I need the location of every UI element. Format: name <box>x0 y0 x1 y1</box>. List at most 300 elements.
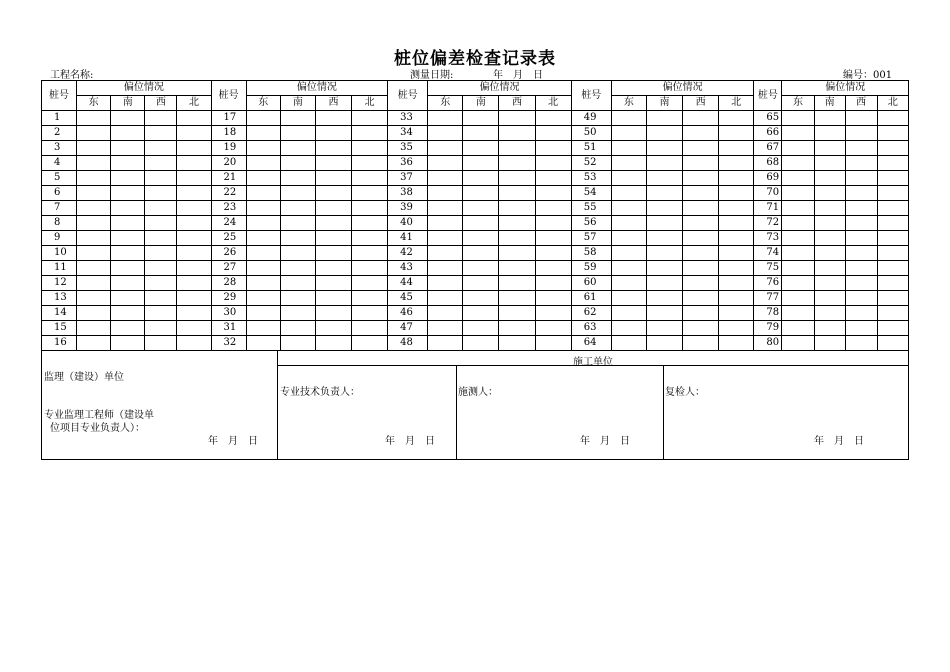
deviation-cell[interactable] <box>145 141 177 156</box>
deviation-cell[interactable] <box>111 291 145 306</box>
deviation-cell[interactable] <box>782 216 814 231</box>
deviation-cell[interactable] <box>145 201 177 216</box>
deviation-cell[interactable] <box>814 261 845 276</box>
deviation-cell[interactable] <box>683 216 719 231</box>
deviation-cell[interactable] <box>845 261 877 276</box>
deviation-cell[interactable] <box>280 321 315 336</box>
deviation-cell[interactable] <box>77 336 111 351</box>
deviation-cell[interactable] <box>877 111 908 126</box>
deviation-cell[interactable] <box>877 156 908 171</box>
deviation-cell[interactable] <box>845 201 877 216</box>
deviation-cell[interactable] <box>646 306 682 321</box>
deviation-cell[interactable] <box>535 111 571 126</box>
deviation-cell[interactable] <box>845 216 877 231</box>
deviation-cell[interactable] <box>111 186 145 201</box>
deviation-cell[interactable] <box>719 246 754 261</box>
deviation-cell[interactable] <box>814 291 845 306</box>
deviation-cell[interactable] <box>683 186 719 201</box>
deviation-cell[interactable] <box>145 261 177 276</box>
deviation-cell[interactable] <box>782 201 814 216</box>
deviation-cell[interactable] <box>315 321 351 336</box>
deviation-cell[interactable] <box>782 126 814 141</box>
deviation-cell[interactable] <box>877 261 908 276</box>
deviation-cell[interactable] <box>782 291 814 306</box>
deviation-cell[interactable] <box>814 336 845 351</box>
deviation-cell[interactable] <box>280 306 315 321</box>
deviation-cell[interactable] <box>719 261 754 276</box>
deviation-cell[interactable] <box>77 231 111 246</box>
deviation-cell[interactable] <box>246 276 280 291</box>
deviation-cell[interactable] <box>814 306 845 321</box>
deviation-cell[interactable] <box>499 246 535 261</box>
deviation-cell[interactable] <box>782 246 814 261</box>
deviation-cell[interactable] <box>611 246 646 261</box>
deviation-cell[interactable] <box>499 156 535 171</box>
deviation-cell[interactable] <box>352 261 388 276</box>
deviation-cell[interactable] <box>280 261 315 276</box>
deviation-cell[interactable] <box>177 141 211 156</box>
deviation-cell[interactable] <box>535 306 571 321</box>
deviation-cell[interactable] <box>463 306 499 321</box>
deviation-cell[interactable] <box>877 201 908 216</box>
deviation-cell[interactable] <box>611 306 646 321</box>
deviation-cell[interactable] <box>646 231 682 246</box>
deviation-cell[interactable] <box>611 126 646 141</box>
deviation-cell[interactable] <box>845 111 877 126</box>
deviation-cell[interactable] <box>111 261 145 276</box>
deviation-cell[interactable] <box>352 321 388 336</box>
deviation-cell[interactable] <box>782 321 814 336</box>
deviation-cell[interactable] <box>845 321 877 336</box>
deviation-cell[interactable] <box>463 141 499 156</box>
deviation-cell[interactable] <box>877 126 908 141</box>
deviation-cell[interactable] <box>814 156 845 171</box>
deviation-cell[interactable] <box>611 216 646 231</box>
deviation-cell[interactable] <box>845 156 877 171</box>
deviation-cell[interactable] <box>845 336 877 351</box>
deviation-cell[interactable] <box>719 186 754 201</box>
deviation-cell[interactable] <box>246 231 280 246</box>
deviation-cell[interactable] <box>280 141 315 156</box>
deviation-cell[interactable] <box>719 321 754 336</box>
deviation-cell[interactable] <box>877 291 908 306</box>
deviation-cell[interactable] <box>246 201 280 216</box>
deviation-cell[interactable] <box>177 201 211 216</box>
deviation-cell[interactable] <box>77 276 111 291</box>
deviation-cell[interactable] <box>177 111 211 126</box>
deviation-cell[interactable] <box>611 156 646 171</box>
deviation-cell[interactable] <box>77 186 111 201</box>
deviation-cell[interactable] <box>177 156 211 171</box>
deviation-cell[interactable] <box>877 246 908 261</box>
deviation-cell[interactable] <box>246 216 280 231</box>
deviation-cell[interactable] <box>683 246 719 261</box>
deviation-cell[interactable] <box>499 171 535 186</box>
deviation-cell[interactable] <box>646 336 682 351</box>
deviation-cell[interactable] <box>352 201 388 216</box>
deviation-cell[interactable] <box>315 126 351 141</box>
deviation-cell[interactable] <box>463 216 499 231</box>
deviation-cell[interactable] <box>280 156 315 171</box>
deviation-cell[interactable] <box>535 321 571 336</box>
deviation-cell[interactable] <box>719 231 754 246</box>
deviation-cell[interactable] <box>463 321 499 336</box>
deviation-cell[interactable] <box>246 246 280 261</box>
deviation-cell[interactable] <box>246 261 280 276</box>
deviation-cell[interactable] <box>246 336 280 351</box>
deviation-cell[interactable] <box>782 111 814 126</box>
deviation-cell[interactable] <box>177 321 211 336</box>
deviation-cell[interactable] <box>111 216 145 231</box>
deviation-cell[interactable] <box>111 111 145 126</box>
deviation-cell[interactable] <box>352 141 388 156</box>
deviation-cell[interactable] <box>177 261 211 276</box>
deviation-cell[interactable] <box>646 201 682 216</box>
deviation-cell[interactable] <box>315 201 351 216</box>
deviation-cell[interactable] <box>463 171 499 186</box>
deviation-cell[interactable] <box>111 201 145 216</box>
deviation-cell[interactable] <box>77 306 111 321</box>
deviation-cell[interactable] <box>352 216 388 231</box>
deviation-cell[interactable] <box>463 261 499 276</box>
deviation-cell[interactable] <box>315 216 351 231</box>
deviation-cell[interactable] <box>177 336 211 351</box>
deviation-cell[interactable] <box>646 216 682 231</box>
deviation-cell[interactable] <box>246 111 280 126</box>
deviation-cell[interactable] <box>111 231 145 246</box>
deviation-cell[interactable] <box>683 201 719 216</box>
deviation-cell[interactable] <box>814 321 845 336</box>
deviation-cell[interactable] <box>683 231 719 246</box>
deviation-cell[interactable] <box>280 231 315 246</box>
deviation-cell[interactable] <box>535 171 571 186</box>
deviation-cell[interactable] <box>280 171 315 186</box>
deviation-cell[interactable] <box>111 276 145 291</box>
deviation-cell[interactable] <box>877 216 908 231</box>
deviation-cell[interactable] <box>683 276 719 291</box>
deviation-cell[interactable] <box>719 306 754 321</box>
deviation-cell[interactable] <box>280 201 315 216</box>
deviation-cell[interactable] <box>352 156 388 171</box>
deviation-cell[interactable] <box>646 111 682 126</box>
deviation-cell[interactable] <box>315 336 351 351</box>
deviation-cell[interactable] <box>145 306 177 321</box>
deviation-cell[interactable] <box>315 111 351 126</box>
deviation-cell[interactable] <box>611 171 646 186</box>
deviation-cell[interactable] <box>535 276 571 291</box>
deviation-cell[interactable] <box>499 336 535 351</box>
deviation-cell[interactable] <box>352 231 388 246</box>
deviation-cell[interactable] <box>177 306 211 321</box>
deviation-cell[interactable] <box>315 186 351 201</box>
deviation-cell[interactable] <box>782 306 814 321</box>
deviation-cell[interactable] <box>611 231 646 246</box>
deviation-cell[interactable] <box>845 276 877 291</box>
deviation-cell[interactable] <box>499 141 535 156</box>
deviation-cell[interactable] <box>814 276 845 291</box>
deviation-cell[interactable] <box>719 156 754 171</box>
deviation-cell[interactable] <box>352 291 388 306</box>
deviation-cell[interactable] <box>77 246 111 261</box>
deviation-cell[interactable] <box>111 156 145 171</box>
deviation-cell[interactable] <box>463 231 499 246</box>
deviation-cell[interactable] <box>77 261 111 276</box>
deviation-cell[interactable] <box>77 111 111 126</box>
deviation-cell[interactable] <box>280 291 315 306</box>
deviation-cell[interactable] <box>499 291 535 306</box>
deviation-cell[interactable] <box>246 306 280 321</box>
deviation-cell[interactable] <box>719 216 754 231</box>
deviation-cell[interactable] <box>611 201 646 216</box>
deviation-cell[interactable] <box>535 156 571 171</box>
deviation-cell[interactable] <box>877 171 908 186</box>
deviation-cell[interactable] <box>782 171 814 186</box>
deviation-cell[interactable] <box>77 156 111 171</box>
deviation-cell[interactable] <box>463 336 499 351</box>
deviation-cell[interactable] <box>463 201 499 216</box>
deviation-cell[interactable] <box>611 111 646 126</box>
deviation-cell[interactable] <box>463 111 499 126</box>
deviation-cell[interactable] <box>177 246 211 261</box>
deviation-cell[interactable] <box>428 201 463 216</box>
deviation-cell[interactable] <box>814 246 845 261</box>
deviation-cell[interactable] <box>499 111 535 126</box>
deviation-cell[interactable] <box>352 246 388 261</box>
deviation-cell[interactable] <box>719 126 754 141</box>
deviation-cell[interactable] <box>719 111 754 126</box>
deviation-cell[interactable] <box>845 231 877 246</box>
deviation-cell[interactable] <box>280 126 315 141</box>
deviation-cell[interactable] <box>646 186 682 201</box>
deviation-cell[interactable] <box>535 246 571 261</box>
deviation-cell[interactable] <box>782 261 814 276</box>
deviation-cell[interactable] <box>177 276 211 291</box>
deviation-cell[interactable] <box>463 276 499 291</box>
deviation-cell[interactable] <box>814 171 845 186</box>
deviation-cell[interactable] <box>145 276 177 291</box>
deviation-cell[interactable] <box>499 261 535 276</box>
deviation-cell[interactable] <box>315 171 351 186</box>
deviation-cell[interactable] <box>845 141 877 156</box>
deviation-cell[interactable] <box>280 111 315 126</box>
deviation-cell[interactable] <box>352 276 388 291</box>
deviation-cell[interactable] <box>463 291 499 306</box>
deviation-cell[interactable] <box>280 216 315 231</box>
deviation-cell[interactable] <box>145 111 177 126</box>
deviation-cell[interactable] <box>428 171 463 186</box>
deviation-cell[interactable] <box>814 216 845 231</box>
deviation-cell[interactable] <box>428 186 463 201</box>
deviation-cell[interactable] <box>111 141 145 156</box>
deviation-cell[interactable] <box>280 276 315 291</box>
deviation-cell[interactable] <box>177 231 211 246</box>
deviation-cell[interactable] <box>428 336 463 351</box>
deviation-cell[interactable] <box>782 231 814 246</box>
deviation-cell[interactable] <box>428 306 463 321</box>
deviation-cell[interactable] <box>352 336 388 351</box>
deviation-cell[interactable] <box>877 141 908 156</box>
deviation-cell[interactable] <box>782 156 814 171</box>
deviation-cell[interactable] <box>246 126 280 141</box>
deviation-cell[interactable] <box>877 276 908 291</box>
deviation-cell[interactable] <box>814 126 845 141</box>
deviation-cell[interactable] <box>315 306 351 321</box>
deviation-cell[interactable] <box>611 261 646 276</box>
deviation-cell[interactable] <box>177 171 211 186</box>
deviation-cell[interactable] <box>814 201 845 216</box>
deviation-cell[interactable] <box>315 291 351 306</box>
deviation-cell[interactable] <box>428 231 463 246</box>
deviation-cell[interactable] <box>428 321 463 336</box>
deviation-cell[interactable] <box>463 246 499 261</box>
deviation-cell[interactable] <box>611 276 646 291</box>
deviation-cell[interactable] <box>845 171 877 186</box>
deviation-cell[interactable] <box>77 141 111 156</box>
deviation-cell[interactable] <box>177 291 211 306</box>
deviation-cell[interactable] <box>352 306 388 321</box>
deviation-cell[interactable] <box>499 201 535 216</box>
deviation-cell[interactable] <box>428 246 463 261</box>
deviation-cell[interactable] <box>535 126 571 141</box>
deviation-cell[interactable] <box>535 216 571 231</box>
deviation-cell[interactable] <box>611 321 646 336</box>
deviation-cell[interactable] <box>428 141 463 156</box>
deviation-cell[interactable] <box>499 231 535 246</box>
deviation-cell[interactable] <box>246 156 280 171</box>
deviation-cell[interactable] <box>315 246 351 261</box>
deviation-cell[interactable] <box>611 186 646 201</box>
deviation-cell[interactable] <box>814 231 845 246</box>
deviation-cell[interactable] <box>719 141 754 156</box>
deviation-cell[interactable] <box>145 231 177 246</box>
deviation-cell[interactable] <box>782 336 814 351</box>
deviation-cell[interactable] <box>646 291 682 306</box>
deviation-cell[interactable] <box>428 126 463 141</box>
deviation-cell[interactable] <box>845 246 877 261</box>
deviation-cell[interactable] <box>683 291 719 306</box>
deviation-cell[interactable] <box>499 126 535 141</box>
deviation-cell[interactable] <box>77 216 111 231</box>
deviation-cell[interactable] <box>315 141 351 156</box>
deviation-cell[interactable] <box>611 141 646 156</box>
deviation-cell[interactable] <box>499 306 535 321</box>
deviation-cell[interactable] <box>280 336 315 351</box>
deviation-cell[interactable] <box>683 111 719 126</box>
deviation-cell[interactable] <box>428 156 463 171</box>
deviation-cell[interactable] <box>683 141 719 156</box>
deviation-cell[interactable] <box>77 171 111 186</box>
deviation-cell[interactable] <box>535 186 571 201</box>
deviation-cell[interactable] <box>177 186 211 201</box>
deviation-cell[interactable] <box>683 336 719 351</box>
deviation-cell[interactable] <box>499 276 535 291</box>
deviation-cell[interactable] <box>428 276 463 291</box>
deviation-cell[interactable] <box>428 216 463 231</box>
deviation-cell[interactable] <box>611 291 646 306</box>
deviation-cell[interactable] <box>683 261 719 276</box>
deviation-cell[interactable] <box>535 201 571 216</box>
deviation-cell[interactable] <box>719 336 754 351</box>
deviation-cell[interactable] <box>145 246 177 261</box>
deviation-cell[interactable] <box>145 171 177 186</box>
deviation-cell[interactable] <box>177 126 211 141</box>
deviation-cell[interactable] <box>77 201 111 216</box>
deviation-cell[interactable] <box>111 171 145 186</box>
deviation-cell[interactable] <box>535 336 571 351</box>
deviation-cell[interactable] <box>683 171 719 186</box>
deviation-cell[interactable] <box>463 186 499 201</box>
deviation-cell[interactable] <box>683 156 719 171</box>
deviation-cell[interactable] <box>719 171 754 186</box>
deviation-cell[interactable] <box>877 336 908 351</box>
deviation-cell[interactable] <box>535 231 571 246</box>
deviation-cell[interactable] <box>246 321 280 336</box>
deviation-cell[interactable] <box>246 186 280 201</box>
deviation-cell[interactable] <box>463 126 499 141</box>
deviation-cell[interactable] <box>535 141 571 156</box>
deviation-cell[interactable] <box>646 126 682 141</box>
deviation-cell[interactable] <box>111 126 145 141</box>
deviation-cell[interactable] <box>111 246 145 261</box>
deviation-cell[interactable] <box>814 141 845 156</box>
deviation-cell[interactable] <box>683 321 719 336</box>
deviation-cell[interactable] <box>535 291 571 306</box>
deviation-cell[interactable] <box>646 141 682 156</box>
deviation-cell[interactable] <box>145 336 177 351</box>
deviation-cell[interactable] <box>535 261 571 276</box>
deviation-cell[interactable] <box>877 186 908 201</box>
deviation-cell[interactable] <box>352 171 388 186</box>
deviation-cell[interactable] <box>145 156 177 171</box>
deviation-cell[interactable] <box>315 156 351 171</box>
deviation-cell[interactable] <box>877 306 908 321</box>
deviation-cell[interactable] <box>877 321 908 336</box>
deviation-cell[interactable] <box>499 186 535 201</box>
deviation-cell[interactable] <box>428 111 463 126</box>
deviation-cell[interactable] <box>77 291 111 306</box>
deviation-cell[interactable] <box>782 276 814 291</box>
deviation-cell[interactable] <box>77 321 111 336</box>
deviation-cell[interactable] <box>683 306 719 321</box>
deviation-cell[interactable] <box>646 261 682 276</box>
deviation-cell[interactable] <box>145 126 177 141</box>
deviation-cell[interactable] <box>782 186 814 201</box>
deviation-cell[interactable] <box>719 291 754 306</box>
deviation-cell[interactable] <box>145 321 177 336</box>
deviation-cell[interactable] <box>646 156 682 171</box>
deviation-cell[interactable] <box>877 231 908 246</box>
deviation-cell[interactable] <box>611 336 646 351</box>
deviation-cell[interactable] <box>315 231 351 246</box>
deviation-cell[interactable] <box>111 306 145 321</box>
deviation-cell[interactable] <box>352 111 388 126</box>
deviation-cell[interactable] <box>111 321 145 336</box>
deviation-cell[interactable] <box>428 261 463 276</box>
deviation-cell[interactable] <box>646 246 682 261</box>
deviation-cell[interactable] <box>814 186 845 201</box>
deviation-cell[interactable] <box>463 156 499 171</box>
deviation-cell[interactable] <box>845 126 877 141</box>
deviation-cell[interactable] <box>646 171 682 186</box>
deviation-cell[interactable] <box>352 126 388 141</box>
deviation-cell[interactable] <box>246 171 280 186</box>
deviation-cell[interactable] <box>145 291 177 306</box>
deviation-cell[interactable] <box>719 201 754 216</box>
deviation-cell[interactable] <box>145 186 177 201</box>
deviation-cell[interactable] <box>246 291 280 306</box>
deviation-cell[interactable] <box>646 276 682 291</box>
deviation-cell[interactable] <box>845 291 877 306</box>
